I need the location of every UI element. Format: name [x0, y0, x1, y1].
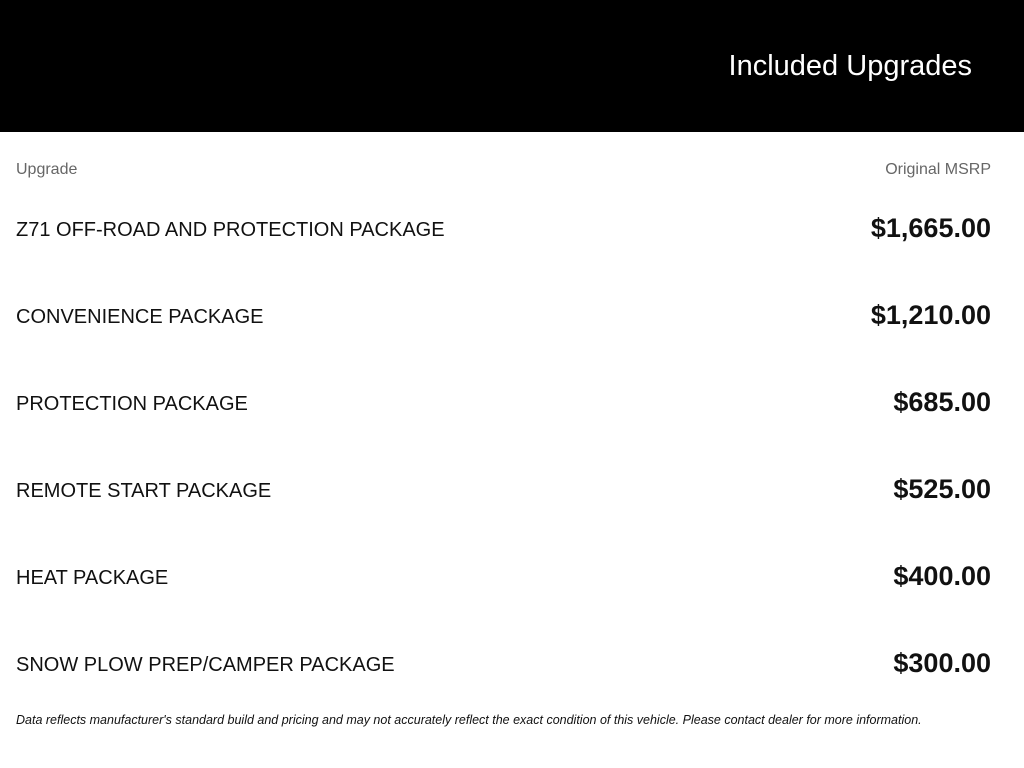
- list-item: [16, 647, 991, 681]
- upgrade-name: SNOW PLOW PREP/CAMPER PACKAGE: [16, 654, 395, 676]
- upgrade-name: HEAT PACKAGE: [16, 567, 169, 589]
- upgrade-price: $300.00: [893, 648, 991, 678]
- list-item: [16, 560, 991, 594]
- upgrade-name: PROTECTION PACKAGE: [16, 393, 248, 415]
- upgrade-price: $525.00: [893, 474, 991, 504]
- page-title: Included Upgrades: [728, 50, 972, 82]
- upgrade-price: $1,210.00: [870, 300, 991, 330]
- upgrade-name: CONVENIENCE PACKAGE: [16, 306, 264, 328]
- list-item: [16, 473, 991, 507]
- list-item: [16, 299, 991, 333]
- upgrade-name: REMOTE START PACKAGE: [16, 480, 272, 502]
- disclaimer-text: Data reflects manufacturer's standard build and pricing and may not accurately reflect the exact condition of this vehicle. Please contact dealer for more information.: [16, 713, 922, 727]
- column-headers: [16, 160, 991, 180]
- list-item: [16, 386, 991, 420]
- upgrade-price: $1,665.00: [870, 213, 991, 243]
- upgrade-price: $400.00: [893, 561, 991, 591]
- msrp-column-header: Original MSRP: [885, 161, 991, 178]
- header-bar: [0, 0, 1024, 132]
- upgrade-name: Z71 OFF-ROAD AND PROTECTION PACKAGE: [16, 219, 445, 241]
- list-item: [16, 212, 991, 246]
- upgrade-price: $685.00: [893, 387, 991, 417]
- upgrade-column-header: Upgrade: [16, 161, 78, 178]
